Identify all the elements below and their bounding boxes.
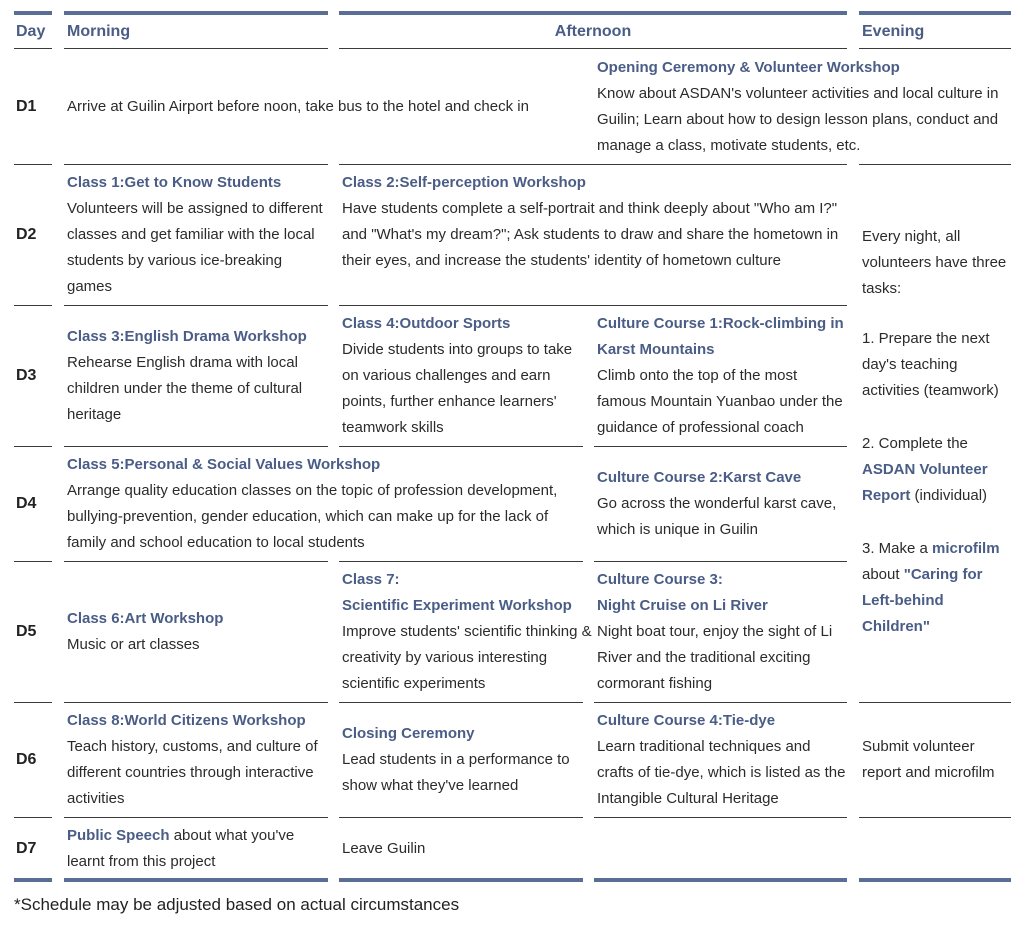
evening-tasks-intro: Every night, all volunteers have three tasks: <box>862 228 1007 297</box>
d4-culture-text: Go across the wonderful karst cave, which is unique in Guilin <box>597 495 837 538</box>
d5-afternoon-title-2: Scientific Experiment Workshop <box>342 597 572 614</box>
d6-morning-text: Teach history, customs, and culture of different countries through interactive activities <box>67 738 318 807</box>
rule <box>14 817 52 818</box>
d5-morning-text: Music or art classes <box>67 636 200 653</box>
footer-rule <box>64 878 328 882</box>
d5-culture-text: Night boat tour, enjoy the sight of Li River and the traditional exciting cormorant fishing <box>597 623 833 692</box>
d6-culture-text: Learn traditional techniques and crafts of tie-dye, which is listed as the Intangible Cultural Heritage <box>597 738 846 807</box>
d6-morning-title: Class 8:World Citizens Workshop <box>67 712 306 729</box>
rule <box>339 305 847 306</box>
d7-morning-title: Public Speech <box>67 827 170 844</box>
rule <box>64 164 328 165</box>
d3-culture-cell <box>597 311 849 441</box>
rule <box>339 817 583 818</box>
rule <box>859 817 1011 818</box>
d3-culture-title: Culture Course 1:Rock-climbing in Karst Mountains <box>597 315 844 358</box>
rule <box>339 164 847 165</box>
day-label-d3: D3 <box>16 367 37 384</box>
rule <box>594 446 847 447</box>
rule <box>14 305 52 306</box>
d3-morning-title: Class 3:English Drama Workshop <box>67 328 307 345</box>
d6-morning-cell <box>67 708 329 812</box>
rule <box>64 446 328 447</box>
rule <box>859 48 1011 49</box>
rule <box>594 561 847 562</box>
evening-task-1: 1. Prepare the next day's teaching activities (teamwork) <box>862 330 999 399</box>
rule <box>64 561 328 562</box>
header-morning: Morning <box>67 23 131 40</box>
header-afternoon: Afternoon <box>554 23 632 40</box>
d2-afternoon-cell <box>342 170 847 274</box>
rule <box>339 446 583 447</box>
d6-afternoon-text: Lead students in a performance to show what they've learned <box>342 751 570 794</box>
d1-evening-text: Know about ASDAN's volunteer activities and local culture in Guilin; Learn about how to design lesson plans, conduct and manage a class, motivate students, etc. <box>597 85 999 154</box>
rule <box>339 48 847 49</box>
d4-morning-text: Arrange quality education classes on the topic of profession development, bullying-prevention, gender education, which can make up for the lack of family and school education to local students <box>67 482 558 551</box>
header-rule-day <box>14 11 52 15</box>
evening-task-3: 3. Make a microfilm about "Caring for Left-behind Children" <box>862 540 1000 635</box>
rule <box>859 702 1011 703</box>
rule <box>64 702 328 703</box>
rule <box>64 48 328 49</box>
footer-rule <box>14 878 52 882</box>
rule <box>64 817 328 818</box>
header-rule-morning <box>64 11 328 15</box>
d6-culture-cell <box>597 708 849 812</box>
footnote: *Schedule may be adjusted based on actual circumstances <box>14 895 460 914</box>
d2-morning-title: Class 1:Get to Know Students <box>67 174 282 191</box>
header-rule-afternoon <box>339 11 847 15</box>
day-label-d1: D1 <box>16 98 37 115</box>
d6-afternoon-cell <box>342 721 582 799</box>
footer-rule <box>594 878 847 882</box>
footer-rule <box>339 878 583 882</box>
rule <box>14 164 52 165</box>
d7-morning-cell <box>67 823 329 875</box>
evening-tasks <box>862 224 1014 640</box>
d4-culture-cell <box>597 465 849 543</box>
d4-morning-title: Class 5:Personal & Social Values Workshop <box>67 456 381 473</box>
rule <box>64 305 328 306</box>
d1-morning-text: Arrive at Guilin Airport before noon, take bus to the hotel and check in <box>67 98 529 115</box>
d2-morning-text: Volunteers will be assigned to different classes and get familiar with the local students by various ice-breaking games <box>67 200 323 295</box>
d1-evening-cell <box>597 55 1017 159</box>
d2-afternoon-title: Class 2:Self-perception Workshop <box>342 174 586 191</box>
d5-culture-title-2: Night Cruise on Li River <box>597 597 768 614</box>
day-label-d2: D2 <box>16 226 37 243</box>
footer-rule <box>859 878 1011 882</box>
rule <box>14 561 52 562</box>
rule <box>339 702 583 703</box>
d3-morning-text: Rehearse English drama with local children under the theme of cultural heritage <box>67 354 303 423</box>
d2-afternoon-text: Have students complete a self-portrait and think deeply about "Who am I?" and "What's my dream?"; Ask students to draw and share the hometown in their eyes, and increase the students' identity of hometown culture <box>342 200 839 269</box>
d3-culture-text: Climb onto the top of the most famous Mountain Yuanbao under the guidance of professional coach <box>597 367 843 436</box>
rule <box>594 702 847 703</box>
day-label-d4: D4 <box>16 495 37 512</box>
d5-morning-cell <box>67 606 329 658</box>
d1-evening-title: Opening Ceremony & Volunteer Workshop <box>597 59 900 76</box>
rule <box>339 561 583 562</box>
d6-evening-text: Submit volunteer report and microfilm <box>862 738 995 781</box>
header-day: Day <box>16 23 46 40</box>
rule <box>859 164 1011 165</box>
d3-morning-cell <box>67 324 329 428</box>
d4-morning-cell <box>67 452 582 556</box>
d2-morning-cell <box>67 170 329 300</box>
d5-culture-title-1: Culture Course 3: <box>597 571 723 588</box>
day-label-d6: D6 <box>16 751 37 768</box>
d5-morning-title: Class 6:Art Workshop <box>67 610 224 627</box>
d5-afternoon-title-1: Class 7: <box>342 571 400 588</box>
day-label-d5: D5 <box>16 623 37 640</box>
day-label-d7: D7 <box>16 840 37 857</box>
d3-afternoon-cell <box>342 311 582 441</box>
d6-afternoon-title: Closing Ceremony <box>342 725 475 742</box>
header-rule-evening <box>859 11 1011 15</box>
d5-culture-cell <box>597 567 849 697</box>
header-evening: Evening <box>862 23 925 40</box>
d5-afternoon-cell <box>342 567 592 697</box>
d5-afternoon-text: Improve students' scientific thinking & creativity by various interesting scientific experiments <box>342 623 592 692</box>
d7-afternoon-text: Leave Guilin <box>342 840 426 857</box>
d4-culture-title: Culture Course 2:Karst Cave <box>597 469 802 486</box>
rule <box>594 817 847 818</box>
rule <box>14 702 52 703</box>
d3-afternoon-text: Divide students into groups to take on various challenges and earn points, further enhance learners' teamwork skills <box>342 341 573 436</box>
rule <box>14 446 52 447</box>
d3-afternoon-title: Class 4:Outdoor Sports <box>342 315 511 332</box>
d6-culture-title: Culture Course 4:Tie-dye <box>597 712 776 729</box>
rule <box>14 48 52 49</box>
evening-task-2: 2. Complete the ASDAN Volunteer Report (individual) <box>862 435 988 504</box>
d7-morning-text: about what you've learnt from this project <box>67 827 295 870</box>
